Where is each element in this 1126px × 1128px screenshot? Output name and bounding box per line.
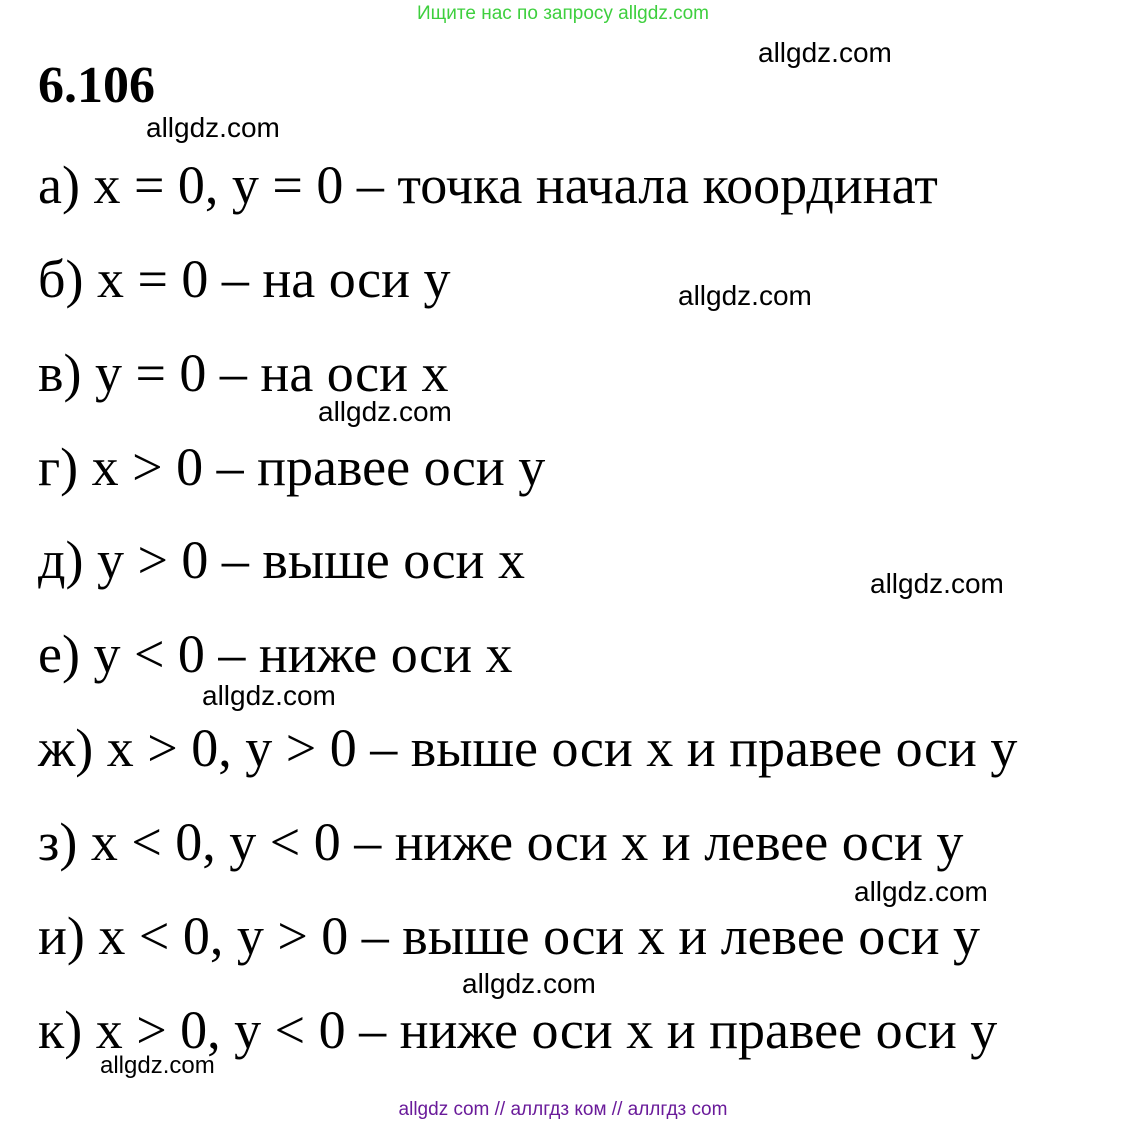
watermark: allgdz.com: [678, 280, 812, 311]
watermark: allgdz.com: [758, 37, 892, 68]
top-banner: Ищите нас по запросу allgdz.com: [416, 3, 709, 24]
answer-line-v: в) y = 0 – на оси x: [38, 343, 449, 403]
answer-line-i: и) x < 0, y > 0 – выше оси x и левее оси y: [38, 906, 980, 966]
watermark: allgdz.com: [202, 680, 336, 711]
watermark: allgdz.com: [100, 1052, 215, 1079]
watermark: allgdz.com: [854, 876, 988, 907]
answer-line-g: г) x > 0 – правее оси y: [38, 437, 546, 497]
watermark: allgdz.com: [870, 568, 1004, 599]
answer-line-a: а) x = 0, y = 0 – точка начала координат: [38, 155, 938, 215]
answer-line-b: б) x = 0 – на оси y: [38, 249, 451, 309]
watermark: allgdz.com: [462, 968, 596, 999]
answer-line-d: д) y > 0 – выше оси x: [38, 530, 525, 590]
watermark: allgdz.com: [146, 112, 280, 143]
answer-line-zh: ж) x > 0, y > 0 – выше оси x и правее оси y: [38, 718, 1018, 778]
watermark: allgdz.com: [318, 396, 452, 427]
answer-line-e: е) y < 0 – ниже оси x: [38, 624, 513, 684]
problem-number: 6.106: [38, 57, 155, 114]
answer-line-z: з) x < 0, y < 0 – ниже оси x и левее оси y: [38, 812, 964, 872]
footer-links: allgdz com // аллгдз ком // аллгдз com: [398, 1099, 728, 1120]
answer-line-k: к) x > 0, y < 0 – ниже оси x и правее оси y: [38, 1000, 998, 1060]
